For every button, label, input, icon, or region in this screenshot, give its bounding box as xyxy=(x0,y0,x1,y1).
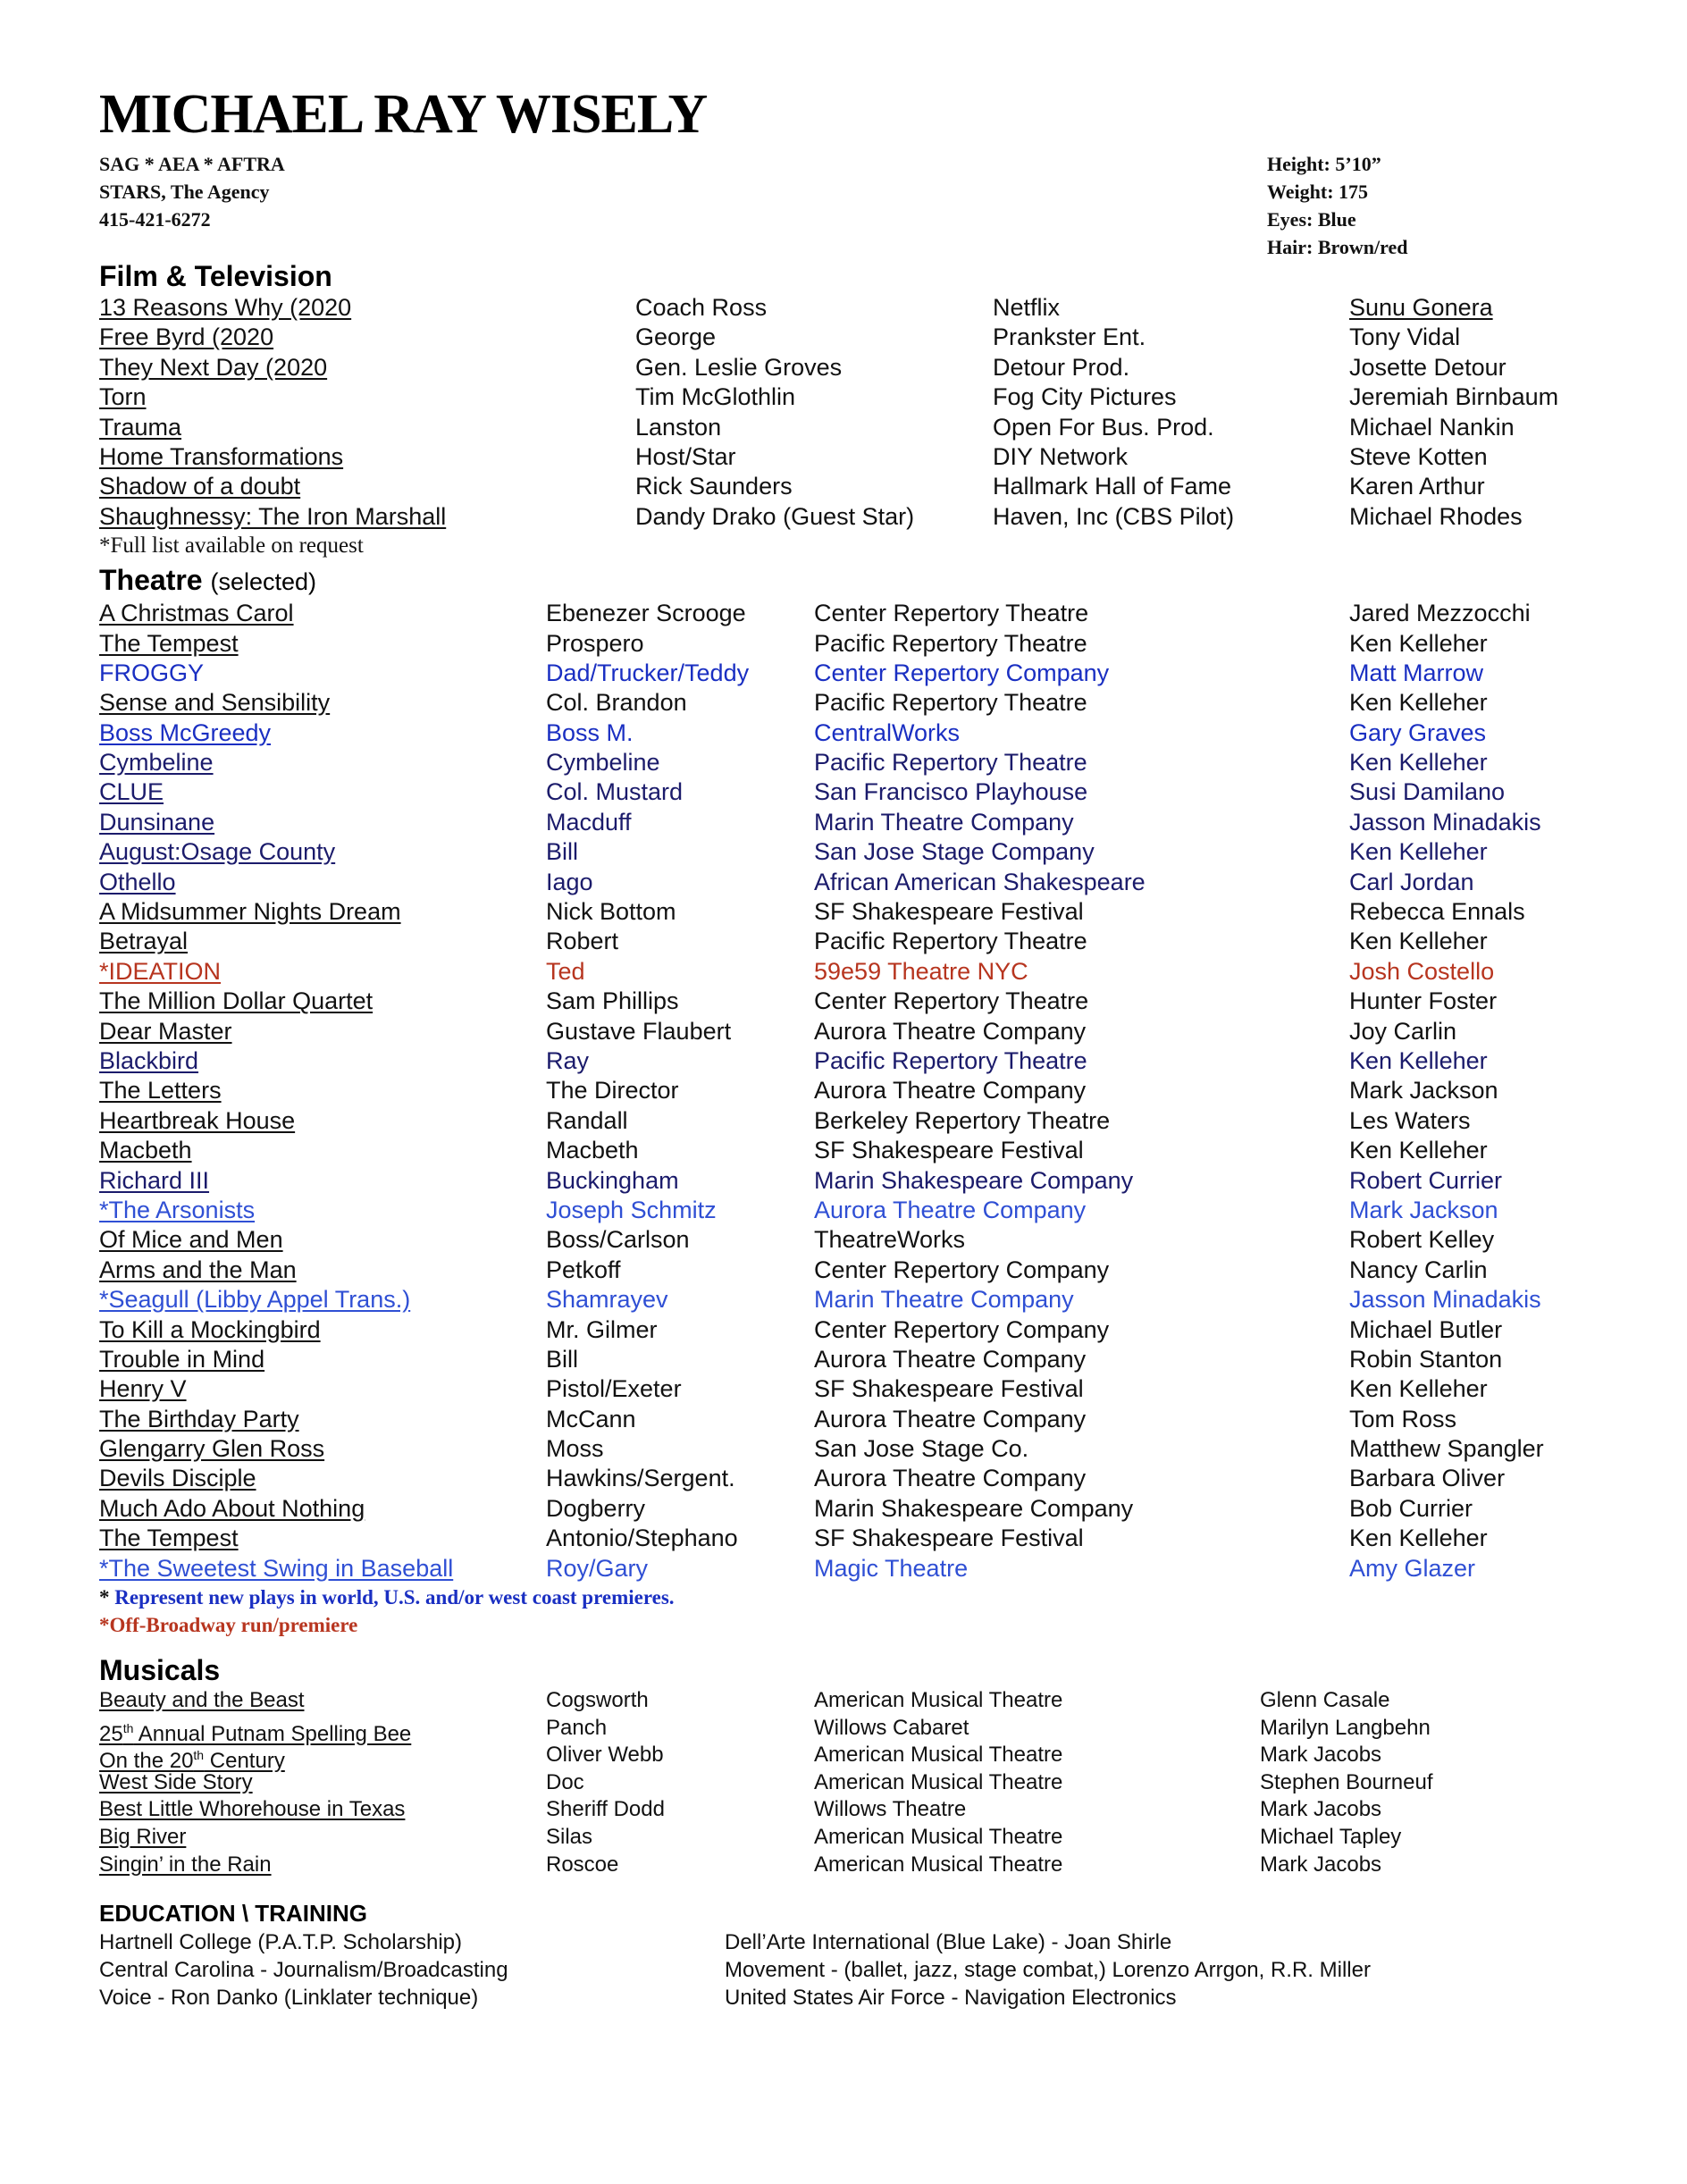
role: Ebenezer Scrooge xyxy=(546,600,746,627)
film-row xyxy=(99,382,1600,412)
production-title: Trauma xyxy=(99,413,182,441)
production-title: Dear Master xyxy=(99,1017,232,1045)
education-left-column xyxy=(99,1928,508,2012)
role: Dad/Trucker/Teddy xyxy=(546,659,750,686)
director: Matthew Spangler xyxy=(1349,1435,1544,1463)
company: Aurora Theatre Company xyxy=(814,1345,1087,1373)
director: Stephen Bourneuf xyxy=(1260,1769,1433,1794)
company: Prankster Ent. xyxy=(993,323,1146,351)
company: Pacific Repertory Theatre xyxy=(814,689,1087,717)
production-title: *The Arsonists xyxy=(99,1196,256,1223)
theatre-row xyxy=(99,688,1600,718)
theatre-row xyxy=(99,1225,1600,1255)
theatre-list xyxy=(99,599,1600,1583)
company: Center Repertory Company xyxy=(814,1315,1110,1343)
role: Host/Star xyxy=(635,442,736,470)
education-item: Dell’Arte International (Blue Lake) - Joan Shirle xyxy=(725,1930,1172,1955)
company: American Musical Theatre xyxy=(814,1824,1063,1849)
union-line: SAG * AEA * AFTRA xyxy=(99,153,285,175)
role: Rick Saunders xyxy=(635,473,793,500)
theatre-subtitle: (selected) xyxy=(210,568,317,596)
musical-row xyxy=(99,1824,1600,1852)
director: Susi Damilano xyxy=(1349,778,1506,806)
footnote-premieres: Represent new plays in world, U.S. and/or west coast premieres. xyxy=(114,1586,675,1609)
role: Col. Mustard xyxy=(546,778,684,806)
production-title: *Seagull (Libby Appel Trans.) xyxy=(99,1286,411,1314)
company: American Musical Theatre xyxy=(814,1743,1063,1768)
theatre-row xyxy=(99,1106,1600,1136)
director: Karen Arthur xyxy=(1349,473,1485,500)
production-title: Devils Disciple xyxy=(99,1465,256,1492)
musicals-heading: Musicals xyxy=(99,1654,221,1687)
production-title: August:Osage County xyxy=(99,838,336,866)
company: Aurora Theatre Company xyxy=(814,1405,1087,1432)
role: Dandy Drako (Guest Star) xyxy=(635,502,915,530)
theatre-row xyxy=(99,599,1600,628)
company: San Francisco Playhouse xyxy=(814,778,1088,806)
production-title: Richard III xyxy=(99,1166,210,1194)
director: Ken Kelleher xyxy=(1349,749,1488,777)
production-title: Shadow of a doubt xyxy=(99,473,301,500)
role: Gustave Flaubert xyxy=(546,1017,732,1045)
musical-row xyxy=(99,1769,1600,1797)
director: Matt Marrow xyxy=(1349,659,1484,686)
theatre-row xyxy=(99,868,1600,897)
production-title: Boss McGreedy xyxy=(99,718,272,746)
role: Antonio/Stephano xyxy=(546,1525,738,1552)
company: Haven, Inc (CBS Pilot) xyxy=(993,502,1235,530)
director: Robert Kelley xyxy=(1349,1226,1495,1254)
company: Willows Theatre xyxy=(814,1797,967,1822)
director: Michael Tapley xyxy=(1260,1824,1402,1849)
footnote-off-broadway: *Off-Broadway run/premiere xyxy=(99,1614,358,1637)
weight-line: Weight: 175 xyxy=(1267,181,1369,203)
film-row xyxy=(99,413,1600,442)
film-row xyxy=(99,502,1600,532)
role: Panch xyxy=(546,1715,608,1740)
production-title: Free Byrd (2020 xyxy=(99,323,274,351)
production-title: Torn xyxy=(99,383,147,411)
theatre-row xyxy=(99,1076,1600,1105)
role: Shamrayev xyxy=(546,1286,668,1314)
director: Tony Vidal xyxy=(1349,323,1461,351)
footnote-star: * xyxy=(99,1586,115,1609)
theatre-row xyxy=(99,987,1600,1016)
director: Michael Rhodes xyxy=(1349,502,1523,530)
company: Marin Theatre Company xyxy=(814,1286,1074,1314)
musical-row xyxy=(99,1715,1600,1746)
eyes-line: Eyes: Blue xyxy=(1267,208,1356,231)
role: Silas xyxy=(546,1824,593,1849)
agency-line: STARS, The Agency xyxy=(99,181,270,203)
production-title: Macbeth xyxy=(99,1137,192,1164)
role: Sheriff Dodd xyxy=(546,1797,665,1822)
film-row xyxy=(99,353,1600,382)
theatre-row xyxy=(99,748,1600,777)
role: Lanston xyxy=(635,413,722,441)
director: Ken Kelleher xyxy=(1349,1046,1488,1074)
role: Roy/Gary xyxy=(546,1554,649,1582)
company: Fog City Pictures xyxy=(993,383,1177,411)
production-title: 13 Reasons Why (2020 xyxy=(99,294,352,321)
director: Marilyn Langbehn xyxy=(1260,1715,1431,1740)
role: Doc xyxy=(546,1769,584,1794)
role: Gen. Leslie Groves xyxy=(635,353,843,381)
production-title: Home Transformations xyxy=(99,442,344,470)
company: American Musical Theatre xyxy=(814,1852,1063,1877)
production-title: Othello xyxy=(99,868,176,895)
director: Carl Jordan xyxy=(1349,868,1474,895)
role: Cogsworth xyxy=(546,1688,649,1713)
company: Open For Bus. Prod. xyxy=(993,413,1214,441)
role: Robert xyxy=(546,928,619,955)
role: Bill xyxy=(546,1345,579,1373)
company: American Musical Theatre xyxy=(814,1688,1063,1713)
education-heading: EDUCATION \ TRAINING xyxy=(99,1900,367,1928)
production-title: FROGGY xyxy=(99,659,205,686)
theatre-row xyxy=(99,1285,1600,1315)
director: Rebecca Ennals xyxy=(1349,898,1525,926)
company: DIY Network xyxy=(993,442,1129,470)
role: George xyxy=(635,323,717,351)
company: American Musical Theatre xyxy=(814,1769,1063,1794)
production-title: 25th Annual Putnam Spelling Bee xyxy=(99,1720,412,1746)
company: Aurora Theatre Company xyxy=(814,1077,1087,1105)
education-block xyxy=(99,1928,1600,2012)
theatre-row xyxy=(99,1315,1600,1345)
director: Robert Currier xyxy=(1349,1166,1503,1194)
company: 59e59 Theatre NYC xyxy=(814,957,1028,985)
role: Pistol/Exeter xyxy=(546,1375,682,1403)
role: Cymbeline xyxy=(546,749,660,777)
director: Mark Jacobs xyxy=(1260,1797,1382,1822)
director: Jasson Minadakis xyxy=(1349,808,1541,836)
director: Joy Carlin xyxy=(1349,1017,1457,1045)
production-title: The Million Dollar Quartet xyxy=(99,987,373,1015)
role: Sam Phillips xyxy=(546,987,679,1015)
musical-row xyxy=(99,1796,1600,1824)
director: Mark Jacobs xyxy=(1260,1743,1382,1768)
theatre-row xyxy=(99,1345,1600,1374)
company: Pacific Repertory Theatre xyxy=(814,749,1087,777)
production-title: They Next Day (2020 xyxy=(99,353,328,381)
director: Gary Graves xyxy=(1349,718,1487,746)
company: Center Repertory Company xyxy=(814,1256,1110,1283)
theatre-row xyxy=(99,777,1600,807)
role: Joseph Schmitz xyxy=(546,1196,717,1223)
theatre-row xyxy=(99,927,1600,956)
production-title: Heartbreak House xyxy=(99,1106,296,1134)
musical-row xyxy=(99,1687,1600,1715)
theatre-row xyxy=(99,1405,1600,1434)
contact-stats-block xyxy=(99,150,1600,259)
role: The Director xyxy=(546,1077,679,1105)
role: Macduff xyxy=(546,808,632,836)
director: Steve Kotten xyxy=(1349,442,1488,470)
production-title: Cymbeline xyxy=(99,749,214,777)
director: Les Waters xyxy=(1349,1106,1471,1134)
director: Nancy Carlin xyxy=(1349,1256,1488,1283)
theatre-row xyxy=(99,1166,1600,1196)
role: Coach Ross xyxy=(635,294,768,321)
musicals-list xyxy=(99,1687,1600,1878)
production-title: West Side Story xyxy=(99,1769,253,1794)
role: McCann xyxy=(546,1405,636,1432)
role: Ted xyxy=(546,957,585,985)
company: Marin Shakespeare Company xyxy=(814,1166,1134,1194)
role: Oliver Webb xyxy=(546,1743,664,1768)
theatre-row xyxy=(99,897,1600,927)
role: Petkoff xyxy=(546,1256,621,1283)
film-tv-heading: Film & Television xyxy=(99,260,332,292)
role: Iago xyxy=(546,868,593,895)
theatre-row xyxy=(99,1046,1600,1076)
theatre-row xyxy=(99,1374,1600,1404)
company: Aurora Theatre Company xyxy=(814,1017,1087,1045)
director: Barbara Oliver xyxy=(1349,1465,1506,1492)
theatre-row xyxy=(99,808,1600,837)
director: Michael Butler xyxy=(1349,1315,1503,1343)
theatre-row xyxy=(99,1017,1600,1046)
role: Roscoe xyxy=(546,1852,619,1877)
film-tv-list xyxy=(99,293,1600,532)
production-title: Trouble in Mind xyxy=(99,1345,265,1373)
company: Center Repertory Theatre xyxy=(814,600,1089,627)
director: Ken Kelleher xyxy=(1349,1375,1488,1403)
role: Prospero xyxy=(546,629,644,657)
director: Ken Kelleher xyxy=(1349,629,1488,657)
company: Detour Prod. xyxy=(993,353,1130,381)
education-item: Movement - (ballet, jazz, stage combat,) Lorenzo Arrgon, R.R. Miller xyxy=(725,1958,1371,1983)
phone-line: 415-421-6272 xyxy=(99,208,211,231)
role: Tim McGlothlin xyxy=(635,383,796,411)
production-title: Blackbird xyxy=(99,1046,199,1074)
company: TheatreWorks xyxy=(814,1226,966,1254)
theatre-row xyxy=(99,1196,1600,1225)
company: Netflix xyxy=(993,294,1061,321)
company: Berkeley Repertory Theatre xyxy=(814,1106,1111,1134)
company: Aurora Theatre Company xyxy=(814,1465,1087,1492)
company: Marin Shakespeare Company xyxy=(814,1494,1134,1522)
theatre-row xyxy=(99,629,1600,659)
company: San Jose Stage Company xyxy=(814,838,1095,866)
production-title: Much Ado About Nothing xyxy=(99,1494,365,1522)
director: Michael Nankin xyxy=(1349,413,1515,441)
production-title: CLUE xyxy=(99,778,164,806)
company: San Jose Stage Co. xyxy=(814,1435,1029,1463)
production-title: Arms and the Man xyxy=(99,1256,297,1283)
role: Dogberry xyxy=(546,1494,646,1522)
director: Hunter Foster xyxy=(1349,987,1498,1015)
film-row xyxy=(99,472,1600,501)
height-line: Height: 5’10” xyxy=(1267,153,1381,175)
director: Mark Jackson xyxy=(1349,1196,1498,1223)
education-item: Central Carolina - Journalism/Broadcasting xyxy=(99,1958,508,1983)
production-title: *IDEATION xyxy=(99,957,222,985)
director: Glenn Casale xyxy=(1260,1688,1390,1713)
theatre-row xyxy=(99,659,1600,688)
production-title: A Christmas Carol xyxy=(99,600,294,627)
company: SF Shakespeare Festival xyxy=(814,1525,1084,1552)
theatre-row xyxy=(99,1256,1600,1285)
theatre-row xyxy=(99,1554,1600,1583)
actor-name: MICHAEL RAY WISELY xyxy=(99,84,708,145)
company: SF Shakespeare Festival xyxy=(814,898,1084,926)
company: Magic Theatre xyxy=(814,1554,969,1582)
director: Josette Detour xyxy=(1349,353,1507,381)
film-row xyxy=(99,323,1600,352)
director: Jeremiah Birnbaum xyxy=(1349,383,1559,411)
company: CentralWorks xyxy=(814,718,961,746)
production-title: The Tempest xyxy=(99,1525,239,1552)
role: Hawkins/Sergent. xyxy=(546,1465,735,1492)
education-item: Hartnell College (P.A.T.P. Scholarship) xyxy=(99,1930,462,1955)
role: Buckingham xyxy=(546,1166,679,1194)
company: African American Shakespeare xyxy=(814,868,1146,895)
director: Bob Currier xyxy=(1349,1494,1473,1522)
director: Mark Jacobs xyxy=(1260,1852,1382,1877)
role: Mr. Gilmer xyxy=(546,1315,658,1343)
theatre-row xyxy=(99,1434,1600,1464)
production-title: Big River xyxy=(99,1824,187,1849)
theatre-row xyxy=(99,1136,1600,1165)
director: Ken Kelleher xyxy=(1349,1137,1488,1164)
production-title: Beauty and the Beast xyxy=(99,1688,305,1713)
physical-stats-block xyxy=(1267,150,1407,261)
resume-sheet xyxy=(99,82,1600,2012)
director: Ken Kelleher xyxy=(1349,838,1488,866)
theatre-row xyxy=(99,1524,1600,1553)
role: Bill xyxy=(546,838,579,866)
role: Nick Bottom xyxy=(546,898,676,926)
company: Pacific Repertory Theatre xyxy=(814,928,1087,955)
theatre-row xyxy=(99,718,1600,748)
production-title: Singin’ in the Rain xyxy=(99,1852,272,1877)
production-title: Henry V xyxy=(99,1375,187,1403)
full-list-note: *Full list available on request xyxy=(99,533,364,559)
production-title: The Birthday Party xyxy=(99,1405,299,1432)
production-title: A Midsummer Nights Dream xyxy=(99,898,401,926)
production-title: Glengarry Glen Ross xyxy=(99,1435,325,1463)
company: SF Shakespeare Festival xyxy=(814,1137,1084,1164)
role: Moss xyxy=(546,1435,604,1463)
director: Sunu Gonera xyxy=(1349,294,1493,321)
production-title: Betrayal xyxy=(99,928,189,955)
education-item: United States Air Force - Navigation Electronics xyxy=(725,1986,1177,2011)
premiere-footnote xyxy=(99,1583,1600,1611)
company: Marin Theatre Company xyxy=(814,808,1074,836)
director: Josh Costello xyxy=(1349,957,1495,985)
production-title: To Kill a Mockingbird xyxy=(99,1315,321,1343)
director: Ken Kelleher xyxy=(1349,928,1488,955)
role: Boss M. xyxy=(546,718,634,746)
company: Pacific Repertory Theatre xyxy=(814,629,1087,657)
production-title: On the 20th Century xyxy=(99,1748,285,1774)
role: Randall xyxy=(546,1106,628,1134)
company: Aurora Theatre Company xyxy=(814,1196,1087,1223)
theatre-row xyxy=(99,1494,1600,1524)
director: Tom Ross xyxy=(1349,1405,1457,1432)
musical-row xyxy=(99,1742,1600,1774)
production-title: Best Little Whorehouse in Texas xyxy=(99,1797,406,1822)
director: Jared Mezzocchi xyxy=(1349,600,1531,627)
musical-row xyxy=(99,1852,1600,1879)
theatre-row xyxy=(99,837,1600,867)
director: Mark Jackson xyxy=(1349,1077,1498,1105)
production-title: The Letters xyxy=(99,1077,222,1105)
film-row xyxy=(99,293,1600,323)
director: Robin Stanton xyxy=(1349,1345,1503,1373)
company: Center Repertory Company xyxy=(814,659,1110,686)
production-title: Shaughnessy: The Iron Marshall xyxy=(99,502,447,530)
company: Pacific Repertory Theatre xyxy=(814,1046,1087,1074)
union-agency-block xyxy=(99,150,285,233)
theatre-row xyxy=(99,957,1600,987)
hair-line: Hair: Brown/red xyxy=(1267,236,1408,258)
role: Macbeth xyxy=(546,1137,639,1164)
director: Amy Glazer xyxy=(1349,1554,1476,1582)
production-title: Dunsinane xyxy=(99,808,215,836)
company: Center Repertory Theatre xyxy=(814,987,1089,1015)
role: Col. Brandon xyxy=(546,689,687,717)
education-right-column xyxy=(725,1928,1371,2012)
production-title: The Tempest xyxy=(99,629,239,657)
education-item: Voice - Ron Danko (Linklater technique) xyxy=(99,1986,479,2011)
company: Willows Cabaret xyxy=(814,1715,969,1740)
company: Hallmark Hall of Fame xyxy=(993,473,1232,500)
production-title: Sense and Sensibility xyxy=(99,689,331,717)
role: Ray xyxy=(546,1046,590,1074)
director: Jasson Minadakis xyxy=(1349,1286,1541,1314)
theatre-row xyxy=(99,1464,1600,1493)
film-row xyxy=(99,442,1600,472)
company: SF Shakespeare Festival xyxy=(814,1375,1084,1403)
theatre-heading xyxy=(99,563,1600,599)
director: Ken Kelleher xyxy=(1349,1525,1488,1552)
production-title: *The Sweetest Swing in Baseball xyxy=(99,1554,454,1582)
role: Boss/Carlson xyxy=(546,1226,690,1254)
theatre-title: Theatre xyxy=(99,564,203,597)
director: Ken Kelleher xyxy=(1349,689,1488,717)
production-title: Of Mice and Men xyxy=(99,1226,283,1254)
